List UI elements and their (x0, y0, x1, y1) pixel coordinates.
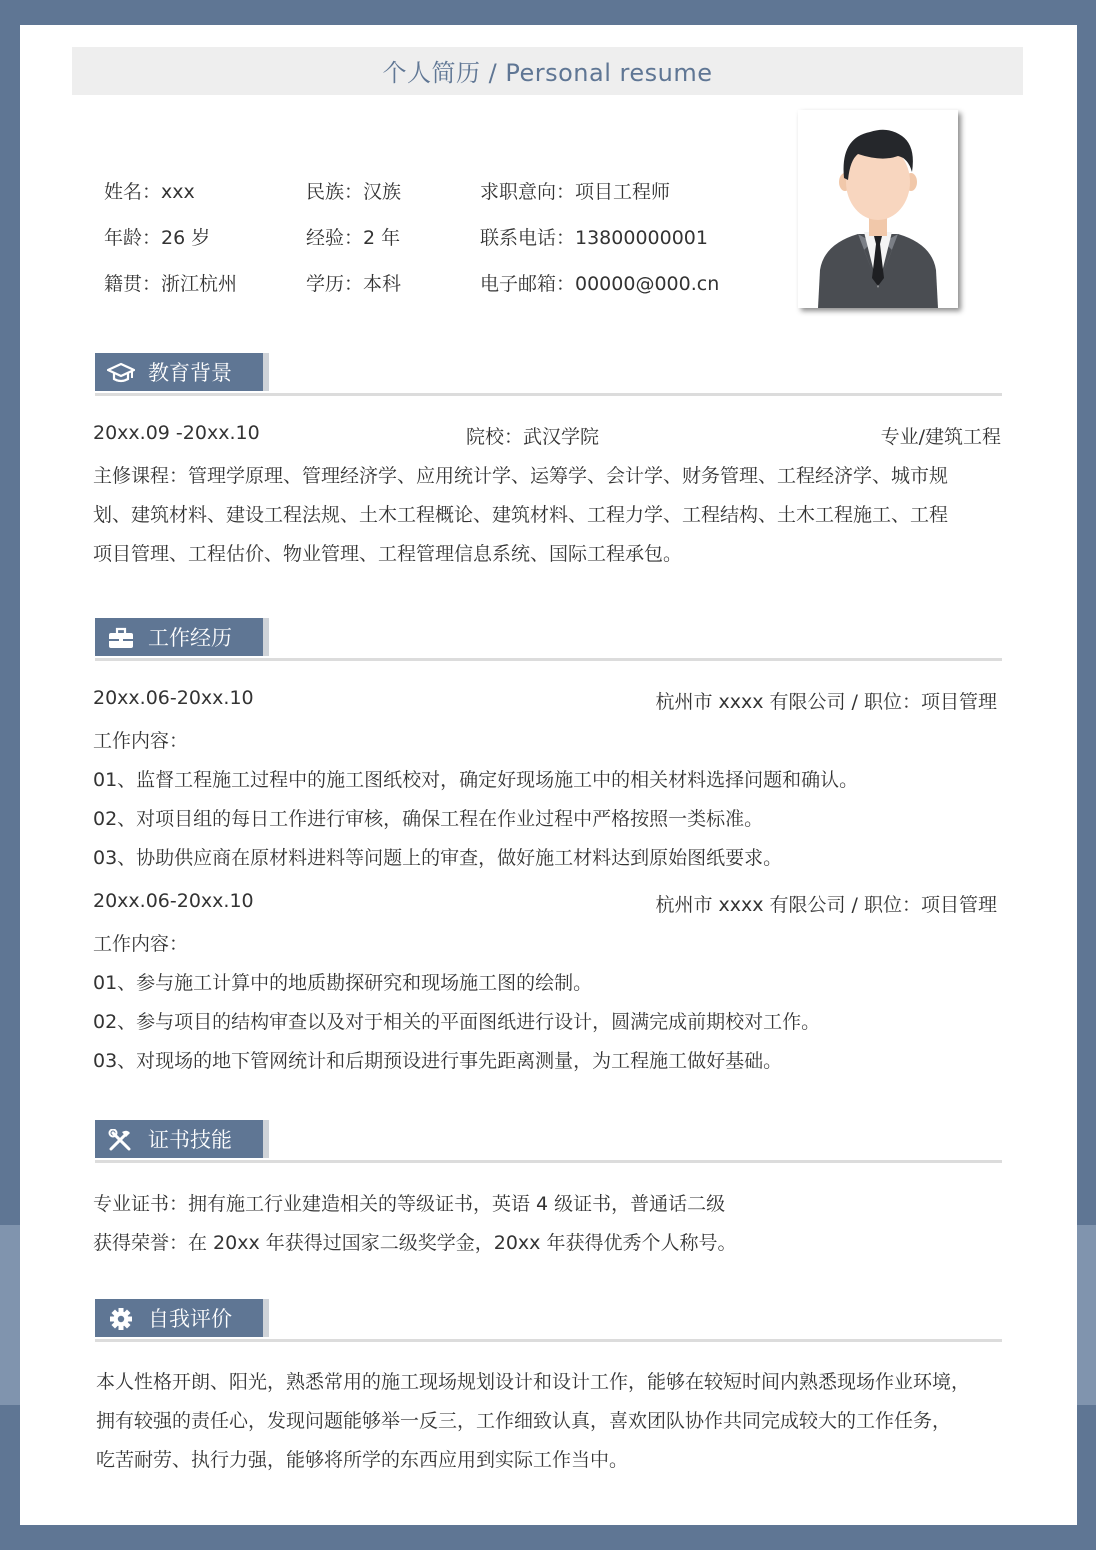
section-label-tail (263, 1120, 269, 1158)
skills-line: 专业证书：拥有施工行业建造相关的等级证书，英语 4 级证书，普通话二级 (93, 1193, 726, 1215)
section-label-tail (263, 1299, 269, 1337)
skills-line: 获得荣誉：在 20xx 年获得过国家二级奖学金，20xx 年获得优秀个人称号。 (93, 1232, 737, 1254)
education-courses-line: 项目管理、工程估价、物业管理、工程管理信息系统、国际工程承包。 (93, 543, 683, 565)
info-ethnicity: 民族：汉族 (306, 181, 402, 203)
job-content-label: 工作内容： (93, 933, 189, 955)
job-item: 01、监督工程施工过程中的施工图纸校对，确定好现场施工中的相关材料选择问题和确认。 (93, 769, 859, 791)
resume-page (20, 25, 1077, 1525)
job-company: 杭州市 xxxx 有限公司 / 职位：项目管理 (655, 691, 997, 713)
section-divider (95, 658, 1002, 661)
job-period: 20xx.06-20xx.10 (93, 890, 254, 912)
job-item: 03、对现场的地下管网统计和后期预设进行事先距离测量，为工程施工做好基础。 (93, 1050, 783, 1072)
section-title-self-eval: 自我评价 (148, 1307, 232, 1331)
job-item: 01、参与施工计算中的地质勘探研究和现场施工图的绘制。 (93, 972, 593, 994)
job-item: 02、参与项目的结构审查以及对于相关的平面图纸进行设计，圆满完成前期校对工作。 (93, 1011, 821, 1033)
section-label (95, 353, 263, 391)
job-item: 02、对项目组的每日工作进行审核，确保工程在作业过程中严格按照一类标准。 (93, 808, 764, 830)
gear-icon (107, 1308, 135, 1330)
section-skills-header (95, 1120, 1002, 1164)
education-school: 院校：武汉学院 (466, 426, 600, 448)
section-title-education: 教育背景 (148, 361, 232, 385)
job-period: 20xx.06-20xx.10 (93, 687, 254, 709)
info-hometown: 籍贯：浙江杭州 (104, 273, 238, 295)
job-content-label: 工作内容： (93, 730, 189, 752)
education-major: 专业/建筑工程 (880, 426, 1001, 448)
education-courses-line: 划、建筑材料、建设工程法规、土木工程概论、建筑材料、工程力学、工程结构、土木工程施工、工程 (93, 504, 949, 526)
education-courses-line: 主修课程：管理学原理、管理经济学、应用统计学、运筹学、会计学、财务管理、工程经济学、城市规 (93, 465, 949, 487)
job-item: 03、协助供应商在原材料进料等问题上的审查，做好施工材料达到原始图纸要求。 (93, 847, 783, 869)
section-label-tail (263, 353, 269, 391)
male-avatar-icon (798, 110, 958, 308)
info-age: 年龄：26 岁 (104, 227, 211, 249)
self-eval-line: 本人性格开朗、阳光，熟悉常用的施工现场规划设计和设计工作，能够在较短时间内熟悉现场作业环境， (96, 1371, 971, 1393)
info-phone: 联系电话：13800000001 (480, 227, 708, 249)
profile-photo (798, 110, 958, 308)
section-label-tail (263, 618, 269, 656)
section-work-header (95, 618, 1002, 662)
info-objective: 求职意向：项目工程师 (480, 181, 671, 203)
tools-icon (107, 1129, 135, 1151)
job-company: 杭州市 xxxx 有限公司 / 职位：项目管理 (655, 894, 997, 916)
info-experience: 经验：2 年 (306, 227, 401, 249)
section-label (95, 1299, 263, 1337)
info-email: 电子邮箱：00000@000.cn (480, 273, 720, 295)
graduation-cap-icon (107, 362, 135, 384)
section-label (95, 1120, 263, 1158)
section-divider (95, 1160, 1002, 1163)
section-education-header (95, 353, 1002, 397)
section-label (95, 618, 263, 656)
self-eval-line: 吃苦耐劳、执行力强，能够将所学的东西应用到实际工作当中。 (96, 1449, 629, 1471)
education-period: 20xx.09 -20xx.10 (93, 422, 260, 444)
info-name: 姓名：xxx (104, 181, 195, 203)
section-divider (95, 1339, 1002, 1342)
self-eval-line: 拥有较强的责任心，发现问题能够举一反三，工作细致认真，喜欢团队协作共同完成较大的工作任务， (96, 1410, 952, 1432)
briefcase-icon (107, 627, 135, 649)
section-title-skills: 证书技能 (148, 1128, 232, 1152)
section-title-work: 工作经历 (148, 626, 232, 650)
section-self-eval-header (95, 1299, 1002, 1343)
info-education: 学历：本科 (306, 273, 402, 295)
page-title: 个人简历 / Personal resume (72, 47, 1023, 95)
section-divider (95, 393, 1002, 396)
